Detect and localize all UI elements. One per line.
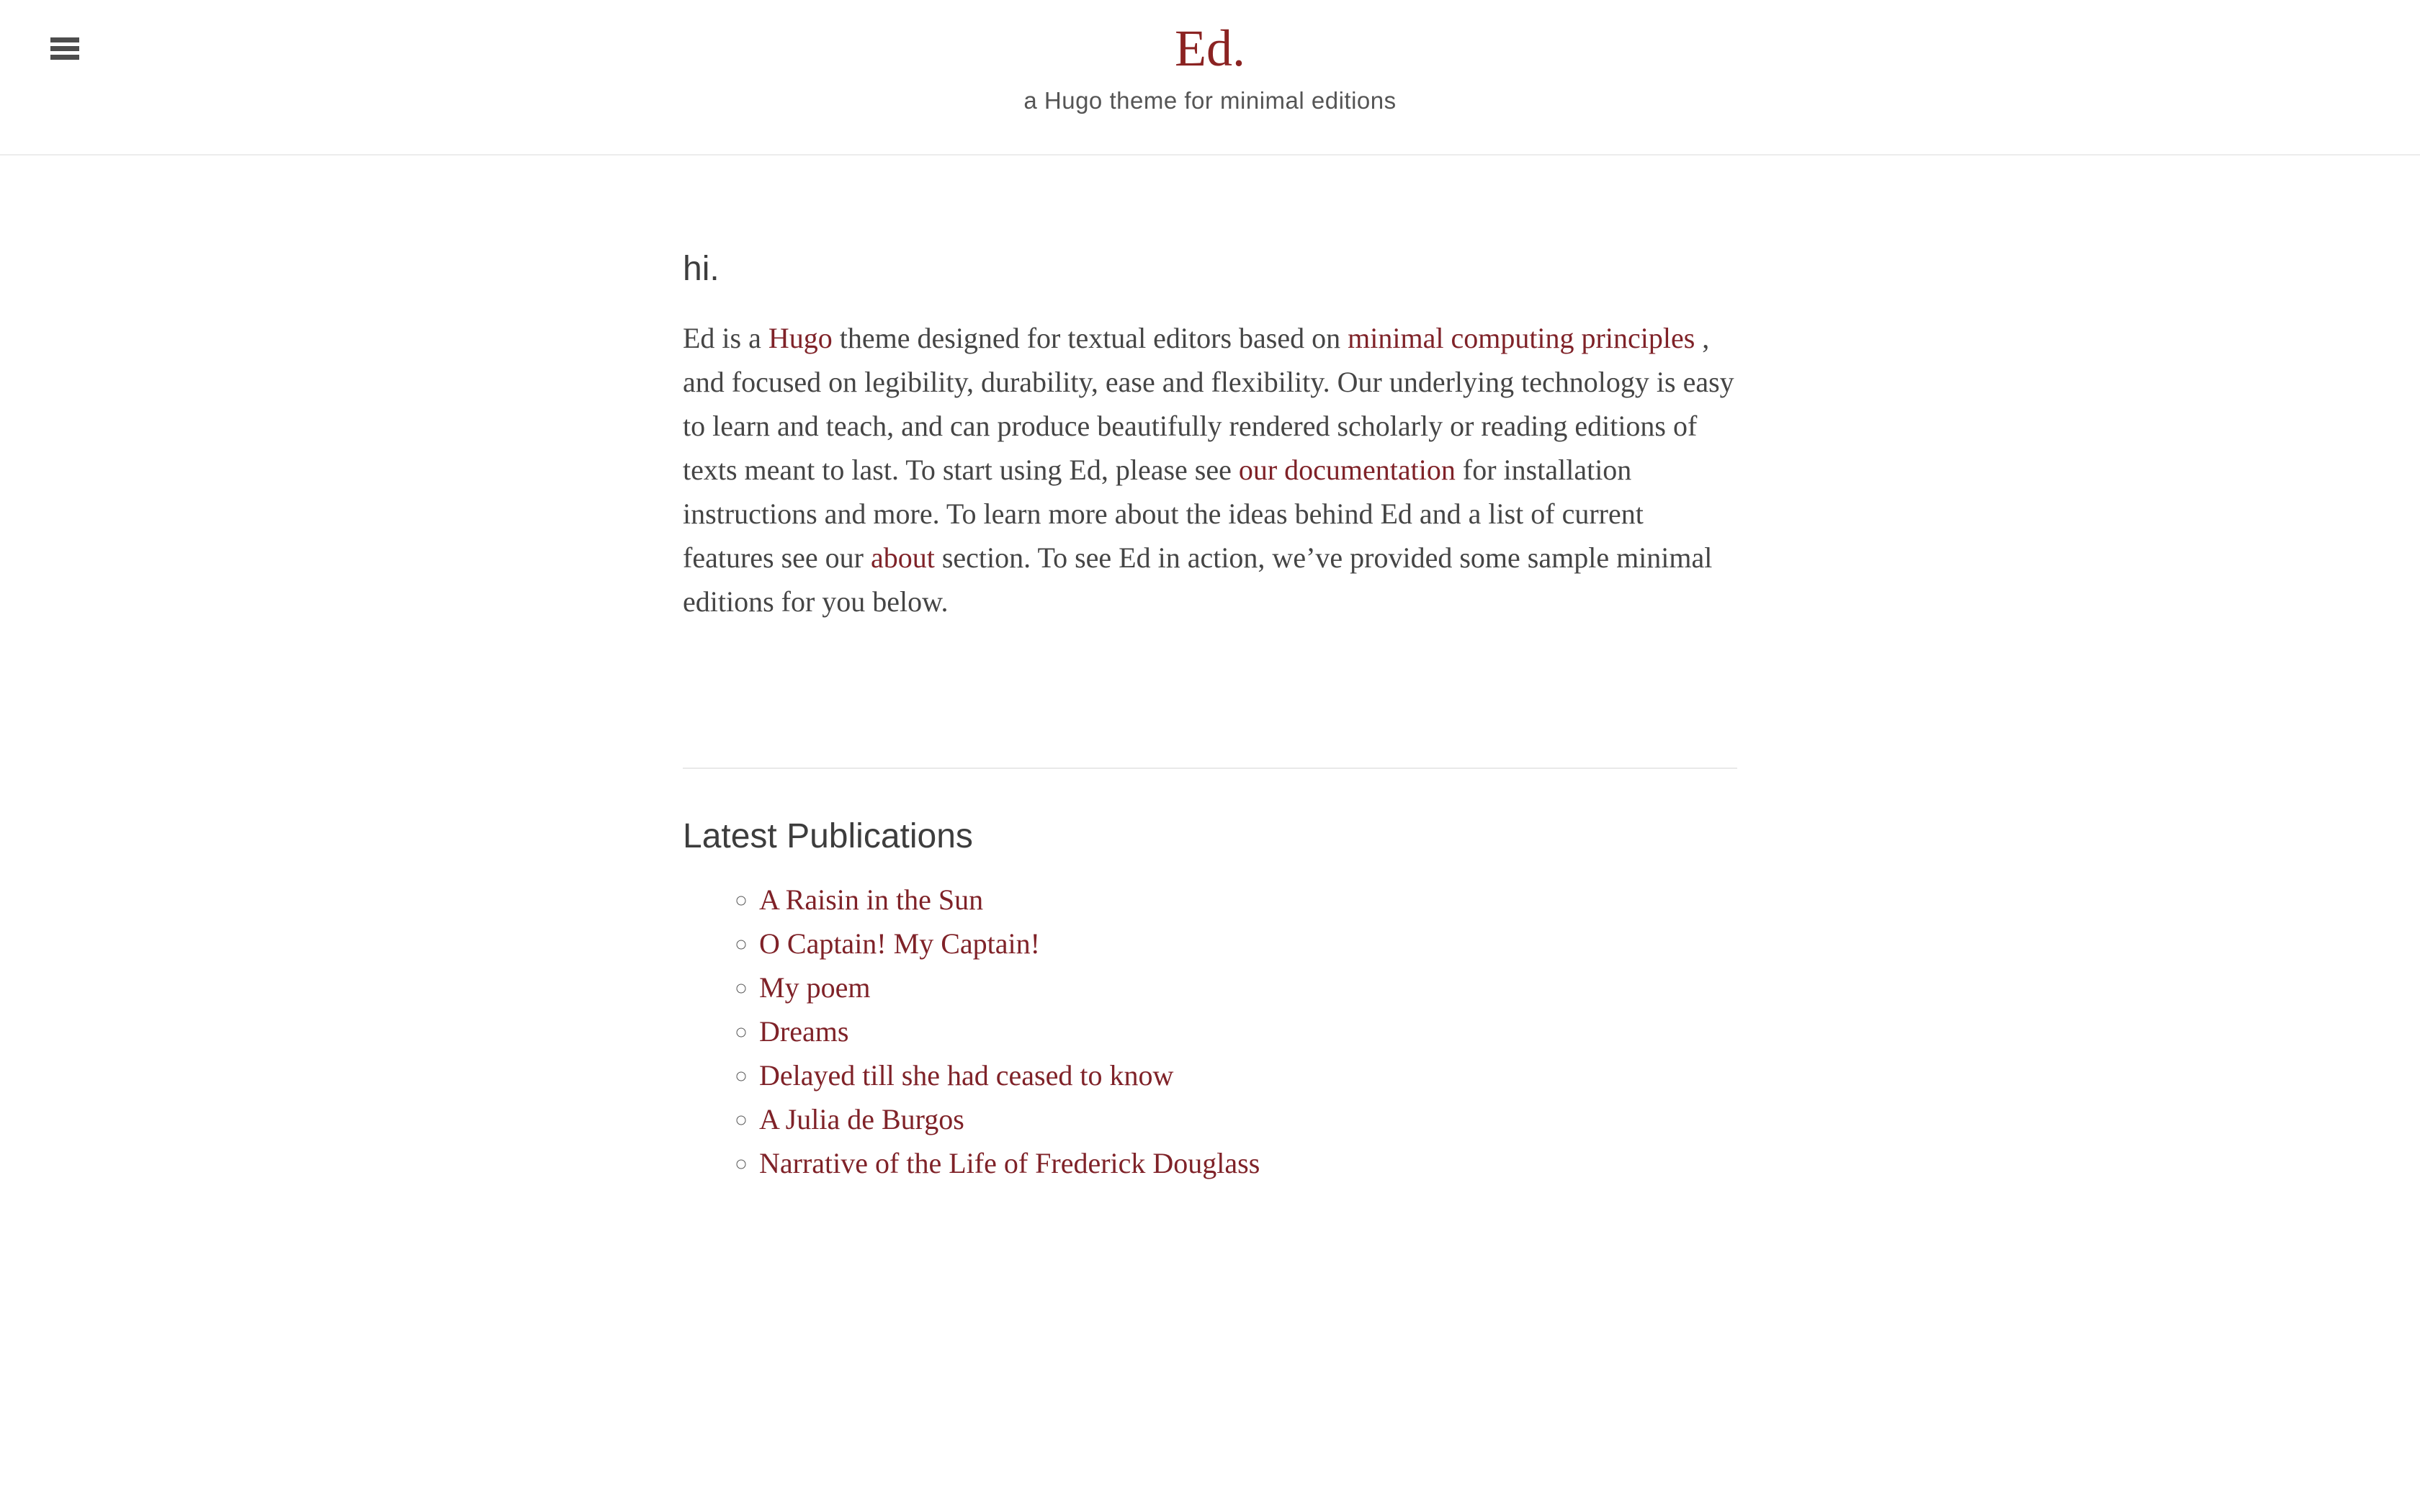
publication-list-item <box>759 1053 1737 1097</box>
publication-list-item <box>759 966 1737 1009</box>
intro-text: theme designed for textual editors based on <box>832 322 1348 355</box>
documentation-link[interactable]: our documentation <box>1238 454 1456 487</box>
minimal-computing-principles-link[interactable]: minimal computing principles <box>1348 322 1695 355</box>
intro-text: for installation instructions and more. To learn more about the ideas behind Ed and a list of current features see our <box>683 454 1644 575</box>
publication-list-item <box>759 878 1737 922</box>
intro-text: section. To see Ed in action, we’ve provided some sample minimal editions for you below. <box>683 541 1713 618</box>
intro-paragraph <box>683 316 1737 624</box>
publication-list-item <box>759 922 1737 966</box>
site-header <box>0 0 2420 156</box>
about-link[interactable]: about <box>870 541 935 575</box>
section-divider <box>683 768 1737 769</box>
intro-text: Ed is a <box>683 322 768 355</box>
publication-list-item <box>759 1141 1737 1185</box>
hamburger-icon <box>50 37 79 42</box>
publications-heading: Latest Publications <box>683 817 973 856</box>
publication-link[interactable]: A Raisin in the Sun <box>759 883 984 917</box>
publication-list-item <box>759 1009 1737 1053</box>
publications-list <box>683 878 1737 1185</box>
publication-link[interactable]: Narrative of the Life of Frederick Douglass <box>759 1147 1260 1180</box>
publication-link[interactable]: Delayed till she had ceased to know <box>759 1059 1174 1092</box>
site-title-link[interactable]: Ed. <box>1175 19 1245 77</box>
publication-link[interactable]: My poem <box>759 971 871 1004</box>
greeting-heading: hi. <box>683 250 720 288</box>
intro-text: , and focused on legibility, durability, ease and flexibility. Our underlying technology is easy to learn and teach, and can produce beautifully rendered scholarly or reading editions of texts meant to last. To start using Ed, please see <box>683 322 1734 487</box>
main-content <box>683 249 1737 1185</box>
publication-link[interactable]: Dreams <box>759 1015 849 1048</box>
menu-button[interactable] <box>50 36 79 60</box>
hugo-link[interactable]: Hugo <box>768 322 833 355</box>
publication-link[interactable]: A Julia de Burgos <box>759 1103 964 1136</box>
publication-list-item <box>759 1097 1737 1141</box>
site-subtitle: a Hugo theme for minimal editions <box>1023 86 1397 114</box>
publication-link[interactable]: O Captain! My Captain! <box>759 927 1040 960</box>
